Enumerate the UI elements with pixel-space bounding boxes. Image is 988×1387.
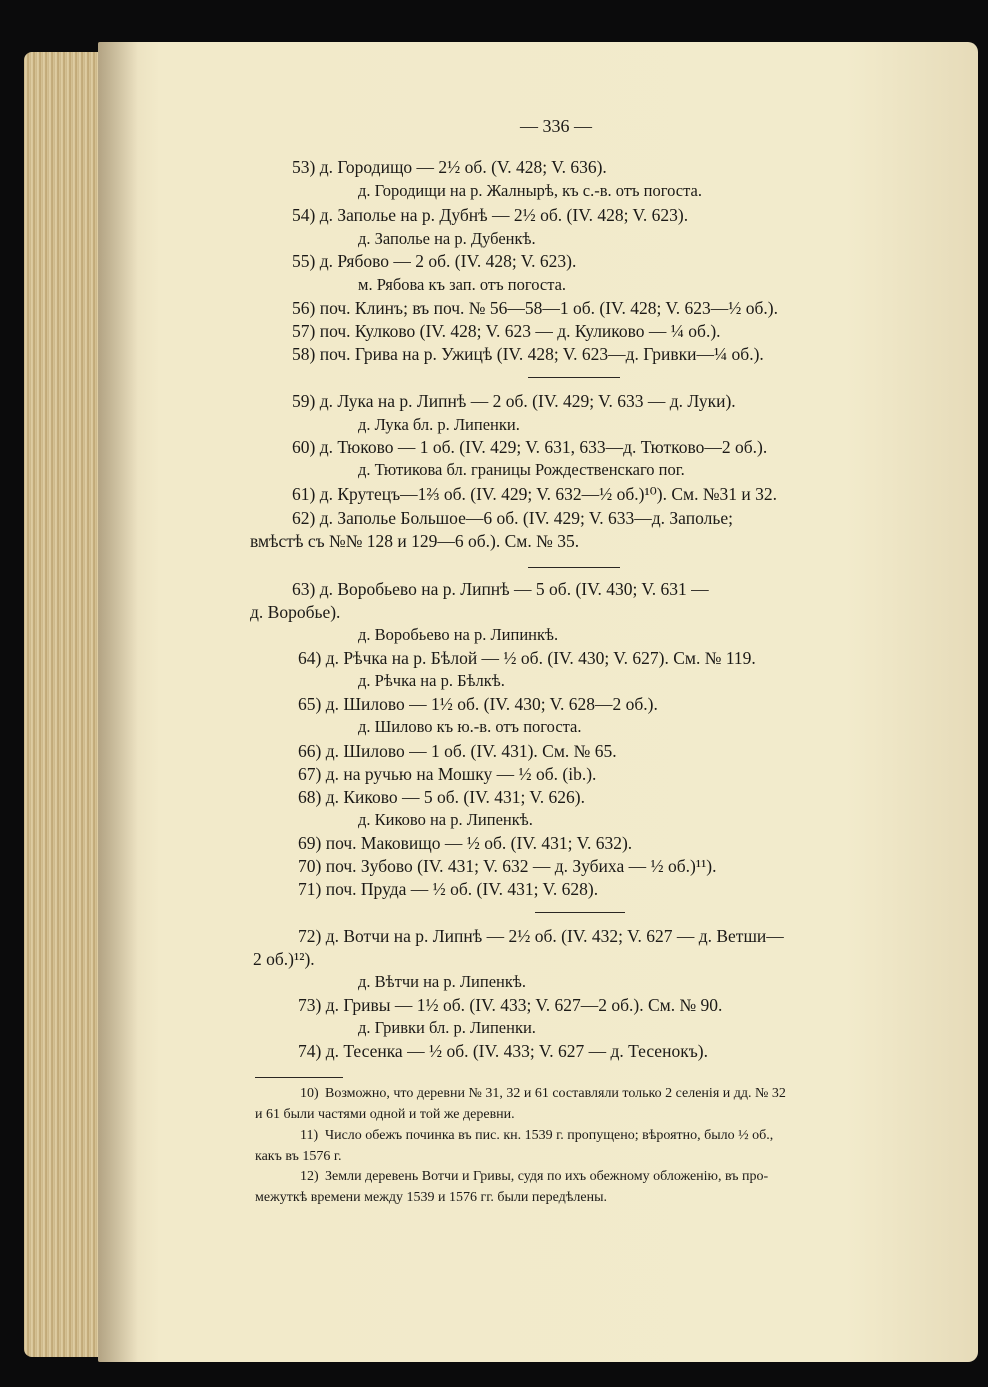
entry-63-note: д. Воробьево на р. Липинкѣ. [358,625,559,644]
entry-59: 59) д. Лука на р. Липнѣ — 2 об. (IV. 429; V. 633 — д. Луки). [292,391,736,411]
section-divider [528,377,620,378]
entry-54-note: д. Заполье на р. Дубенкѣ. [358,229,536,248]
footnote-11-line2: какъ въ 1576 г. [255,1149,342,1164]
section-divider [528,567,620,568]
entry-73: 73) д. Гривы — 1½ об. (IV. 433; V. 627—2 об.). См. № 90. [298,995,723,1015]
footnote-11-line1: Число обежъ починка въ пис. кн. 1539 г. пропущено; вѣроятно, было ½ об., [325,1128,774,1143]
entry-74: 74) д. Тесенка — ½ об. (IV. 433; V. 627 — д. Тесенокъ). [298,1041,708,1061]
footnote-12-line1: Земли деревень Вотчи и Гривы, судя по ихъ обежному обложенію, въ про- [325,1169,769,1184]
entry-62: 62) д. Заполье Большое—6 об. (IV. 429; V. 633—д. Заполье; [292,508,733,528]
entry-55: 55) д. Рябово — 2 об. (IV. 428; V. 623). [292,251,577,271]
entry-72-note: д. Вѣтчи на р. Липенкѣ. [358,972,526,991]
entry-66: 66) д. Шилово — 1 об. (IV. 431). См. № 65. [298,741,617,761]
entry-63: 63) д. Воробьево на р. Липнѣ — 5 об. (IV. 430; V. 631 — [292,579,709,599]
entry-73-note: д. Гривки бл. р. Липенки. [358,1018,536,1037]
footnote-10-line1: Возможно, что деревни № 31, 32 и 61 составляли только 2 селенія и дд. № 32 [325,1086,786,1101]
footnote-12-line2: межуткѣ времени между 1539 и 1576 гг. были передѣлены. [255,1190,607,1205]
entry-60: 60) д. Тюково — 1 об. (IV. 429; V. 631, 633—д. Тютково—2 об.). [292,437,768,457]
entry-56: 56) поч. Клинъ; въ поч. № 56—58—1 об. (IV. 428; V. 623—½ об.). [292,298,778,318]
section-divider [535,912,625,913]
entry-72: 72) д. Вотчи на р. Липнѣ — 2½ об. (IV. 432; V. 627 — д. Ветши— [298,926,784,946]
footnote-12-mark: 12) [300,1169,319,1184]
entry-71: 71) поч. Пруда — ½ об. (IV. 431; V. 628). [298,879,599,899]
entry-58: 58) поч. Грива на р. Ужицѣ (IV. 428; V. 623—д. Гривки—¼ об.). [292,344,764,364]
footnote-10-mark: 10) [300,1086,319,1101]
entry-57: 57) поч. Кулково (IV. 428; V. 623 — д. Куликово — ¼ об.). [292,321,721,341]
entry-70: 70) поч. Зубово (IV. 431; V. 632 — д. Зубиха — ½ об.)¹¹). [298,856,717,876]
entry-61: 61) д. Крутецъ—1⅔ об. (IV. 429; V. 632—½ об.)¹⁰). См. №31 и 32. [292,484,778,504]
entry-53: 53) д. Городищо — 2½ об. (V. 428; V. 636). [292,157,607,177]
entry-60-note: д. Тютикова бл. границы Рождественскаго пог. [358,460,685,479]
footnote-11-mark: 11) [300,1128,319,1143]
entry-59-note: д. Лука бл. р. Липенки. [358,415,520,434]
entry-64: 64) д. Рѣчка на р. Бѣлой — ½ об. (IV. 430; V. 627). См. № 119. [298,648,756,668]
entry-53-note: д. Городищи на р. Жалнырѣ, къ с.-в. отъ погоста. [358,181,702,200]
entry-65: 65) д. Шилово — 1½ об. (IV. 430; V. 628—2 об.). [298,694,658,714]
entry-63-continued: д. Воробье). [250,602,341,622]
footnote-divider [255,1077,343,1078]
entry-62-continued: вмѣстѣ съ №№ 128 и 129—6 об.). См. № 35. [250,531,580,551]
page-number: — 336 — [520,116,592,136]
spine-shadow [98,42,138,1362]
entry-72-continued: 2 об.)¹²). [253,949,315,969]
entry-67: 67) д. на ручью на Мошку — ½ об. (ib.). [298,764,597,784]
footnote-10-line2: и 61 были частями одной и той же деревни. [255,1107,515,1122]
entry-68-note: д. Киково на р. Липенкѣ. [358,810,533,829]
entry-68: 68) д. Киково — 5 об. (IV. 431; V. 626). [298,787,585,807]
entry-54: 54) д. Заполье на р. Дубнѣ — 2½ об. (IV. 428; V. 623). [292,205,689,225]
entry-65-note: д. Шилово къ ю.-в. отъ погоста. [358,717,582,736]
entry-55-note: м. Рябова къ зап. отъ погоста. [358,275,567,294]
entry-69: 69) поч. Маковищо — ½ об. (IV. 431; V. 632). [298,833,633,853]
entry-64-note: д. Рѣчка на р. Бѣлкѣ. [358,671,505,690]
